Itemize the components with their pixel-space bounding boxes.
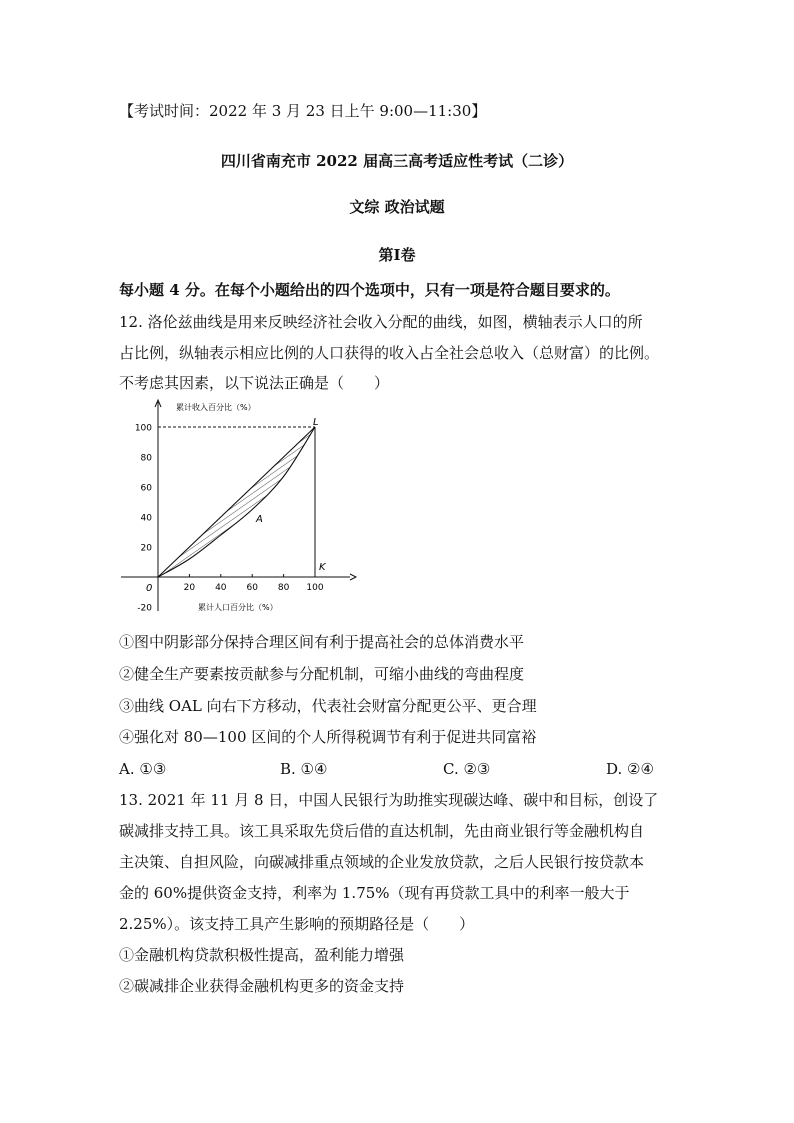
q12-statement-2: ②健全生产要素按贡献参与分配机制，可缩小曲线的弯曲程度 — [119, 665, 525, 683]
y-tick-40: 40 — [140, 513, 152, 524]
x-tick-20: 20 — [183, 583, 196, 593]
x-tick-100: 100 — [306, 583, 324, 593]
q12-stem-line-2: 占比例，纵轴表示相应比例的人口获得的收入占全社会总收入（总财富）的比例。 — [119, 344, 660, 362]
exam-subtitle: 文综 政治试题 — [349, 198, 445, 216]
q13-stem-line-2: 碳减排支持工具。该工具采取先贷后借的直达机制，先由商业银行等金融机构自 — [119, 822, 645, 840]
equality-line — [158, 427, 315, 577]
q12-statement-1: ①图中阴影部分保持合理区间有利于提高社会的总体消费水平 — [119, 633, 525, 651]
q13-statement-2: ②碳减排企业获得金融机构更多的资金支持 — [119, 977, 405, 995]
y-axis-label: 累计收入百分比（%） — [176, 403, 256, 412]
y-tick-20: 20 — [140, 543, 152, 554]
q13-stem-line-1: 13. 2021 年 11 月 8 日，中国人民银行为助推实现碳达峰、碳中和目标，创设了 — [119, 791, 659, 809]
q12-statement-3: ③曲线 OAL 向右下方移动，代表社会财富分配更公平、更合理 — [119, 697, 537, 715]
q12-stem-line-3: 不考虑其因素，以下说法正确是（ ） — [119, 374, 390, 392]
q13-statement-1: ①金融机构贷款积极性提高，盈利能力增强 — [119, 946, 405, 964]
x-axis-arrow — [350, 574, 356, 580]
y-tick-60: 60 — [140, 483, 152, 494]
origin-label: 0 — [146, 583, 153, 594]
q12-option-a[interactable]: A. ①③ — [119, 760, 167, 778]
y-tick--20: -20 — [137, 603, 152, 614]
exam-title: 四川省南充市 2022 届高三高考适应性考试（二诊） — [220, 152, 574, 170]
point-label-L: L — [313, 417, 319, 428]
q12-option-c[interactable]: C. ②③ — [443, 760, 491, 778]
y-tick-80: 80 — [140, 453, 152, 464]
q13-stem-line-4: 金的 60%提供资金支持，利率为 1.75%（现有再贷款工具中的利率一般大于 — [119, 884, 630, 902]
lorenz-chart — [118, 398, 358, 623]
y-tick-100: 100 — [134, 423, 152, 434]
q13-stem-line-3: 主决策、自担风险，向碳减排重点领域的企业发放贷款，之后人民银行按贷款本 — [119, 853, 645, 871]
q12-statement-4: ④强化对 80—100 区间的个人所得税调节有利于促进共同富裕 — [119, 728, 537, 746]
q12-option-d[interactable]: D. ②④ — [606, 760, 654, 778]
point-label-K: K — [319, 562, 326, 573]
x-tick-60: 60 — [246, 583, 258, 593]
x-axis-label: 累计人口百分比（%） — [198, 603, 278, 612]
q12-option-b[interactable]: B. ①④ — [280, 760, 328, 778]
instruction: 每小题 4 分。在每个小题给出的四个选项中，只有一项是符合题目要求的。 — [119, 281, 620, 299]
exam-time: 【考试时间：2022 年 3 月 23 日上午 9:00—11:30】 — [119, 102, 487, 120]
q12-stem-line-1: 12. 洛伦兹曲线是用来反映经济社会收入分配的曲线，如图，横轴表示人口的所 — [119, 313, 643, 331]
q13-stem-line-5: 2.25%）。该支持工具产生影响的预期路径是（ ） — [119, 915, 475, 933]
section-title: 第Ⅰ卷 — [378, 246, 416, 264]
point-label-A: A — [256, 514, 263, 525]
x-tick-80: 80 — [277, 583, 290, 593]
x-tick-40: 40 — [215, 583, 227, 593]
